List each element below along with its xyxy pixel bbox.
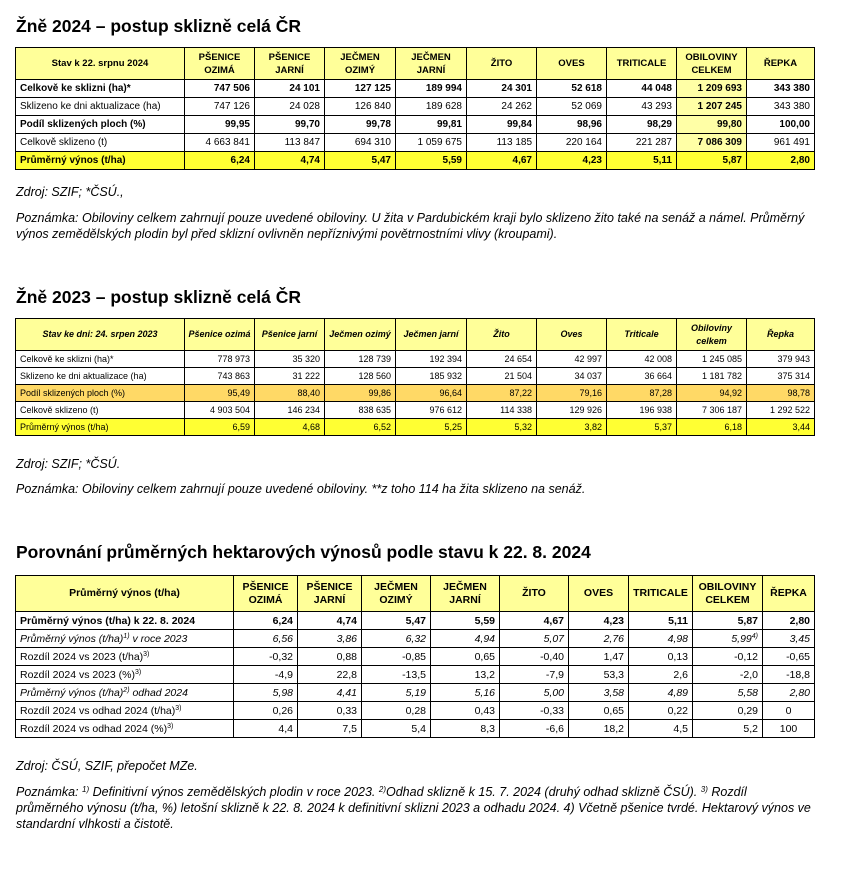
table-cell: 87,28 — [607, 385, 677, 402]
table-row — [16, 702, 815, 720]
header-cell: Ječmen ozimý — [325, 319, 396, 351]
table-cell: 5,87 — [677, 152, 747, 170]
header-cell: Pšenice jarní — [255, 319, 325, 351]
harvest-2023-table — [15, 318, 815, 436]
table-cell: 5,32 — [467, 419, 537, 436]
header-cell: JEČMEN JARNÍ — [431, 576, 500, 612]
table-cell: 5,07 — [500, 630, 569, 648]
table-cell: 0,28 — [362, 702, 431, 720]
table-cell: 88,40 — [255, 385, 325, 402]
table-cell: 5,4 — [362, 720, 431, 738]
header-cell: Průměrný výnos (t/ha) — [16, 576, 234, 612]
table-cell: 22,8 — [298, 666, 362, 684]
row-label-text: Rozdíl 2024 vs odhad 2024 (%) — [20, 722, 168, 735]
table-cell: 4,23 — [569, 612, 629, 630]
table-row — [16, 116, 815, 134]
row-label-text: Rozdíl 2024 vs odhad 2024 (t/ha) — [20, 704, 176, 717]
table-cell: 694 310 — [325, 134, 396, 152]
table-cell: 128 739 — [325, 351, 396, 368]
header-cell: Žito — [467, 319, 537, 351]
table-cell: 747 126 — [185, 98, 255, 116]
source-2023: Zdroj: SZIF; *ČSÚ. — [16, 457, 121, 471]
footnote-marker: 2) — [378, 785, 386, 794]
header-cell: OBILOVINY CELKEM — [677, 48, 747, 80]
row-label-suffix: odhad 2024 — [129, 686, 188, 699]
table-row — [16, 630, 815, 648]
header-cell: ŘEPKA — [763, 576, 815, 612]
header-cell: Ječmen jarní — [396, 319, 467, 351]
note-text: Odhad sklizně k 15. 7. 2024 (druhý odhad sklizně ČSÚ). — [386, 785, 701, 799]
row-label: Podíl sklizených ploch (%) — [16, 385, 185, 402]
note-text: Definitivní výnos zemědělských plodin v roce 2023. — [89, 785, 379, 799]
table-cell: 6,32 — [362, 630, 431, 648]
table-cell: 5,47 — [325, 152, 396, 170]
header-cell: ŽITO — [500, 576, 569, 612]
table-cell: 98,78 — [747, 385, 815, 402]
table-cell: 5,58 — [693, 684, 763, 702]
footnote-marker: 4) — [751, 632, 758, 640]
note-2023: Poznámka: Obiloviny celkem zahrnují pouze uvedené obiloviny. **z toho 114 ha žita sklizeno na senáž. — [16, 482, 586, 496]
table-cell: -0,33 — [500, 702, 569, 720]
table-cell: 127 125 — [325, 80, 396, 98]
row-label: Celkově sklizeno (t) — [16, 134, 185, 152]
footnote-marker: 3) — [134, 668, 142, 676]
row-label — [16, 720, 234, 738]
table-cell: 53,3 — [569, 666, 629, 684]
note-text: Poznámka: — [16, 785, 83, 799]
table-cell: 99,80 — [677, 116, 747, 134]
table-cell: 5,00 — [500, 684, 569, 702]
source-2024: Zdroj: SZIF; *ČSÚ., — [16, 185, 124, 199]
header-cell: Řepka — [747, 319, 815, 351]
table-cell: 185 932 — [396, 368, 467, 385]
table-cell: 99,78 — [325, 116, 396, 134]
table-cell: 95,49 — [185, 385, 255, 402]
table-row — [16, 720, 815, 738]
table-cell: 743 863 — [185, 368, 255, 385]
table-cell: 343 380 — [747, 80, 815, 98]
table-cell: 0,43 — [431, 702, 500, 720]
yield-comparison-table — [15, 575, 815, 738]
table-cell: 0,29 — [693, 702, 763, 720]
table-cell: 2,80 — [747, 152, 815, 170]
header-cell: OBILOVINY CELKEM — [693, 576, 763, 612]
row-label-text: Průměrný výnos (t/ha) — [20, 686, 124, 699]
table-cell: 52 069 — [537, 98, 607, 116]
row-label: Průměrný výnos (t/ha) — [16, 419, 185, 436]
header-cell: Stav k 22. srpnu 2024 — [16, 48, 185, 80]
row-label — [16, 648, 234, 666]
table-cell: 6,18 — [677, 419, 747, 436]
footnote-marker: 1) — [123, 632, 130, 640]
header-cell: PŠENICE OZIMÁ — [234, 576, 298, 612]
table-cell: 189 994 — [396, 80, 467, 98]
table-row — [16, 98, 815, 116]
header-cell: Obiloviny celkem — [677, 319, 747, 351]
table-cell: 379 943 — [747, 351, 815, 368]
table-row — [16, 80, 815, 98]
table-cell: 87,22 — [467, 385, 537, 402]
table-cell: 44 048 — [607, 80, 677, 98]
table-cell: 94,92 — [677, 385, 747, 402]
cell-value: 5,99 — [731, 632, 752, 645]
table-row — [16, 612, 815, 630]
row-label — [16, 666, 234, 684]
table-cell: 4,4 — [234, 720, 298, 738]
row-label-text: Rozdíl 2024 vs 2023 (t/ha) — [20, 650, 144, 663]
table-cell: 1,47 — [569, 648, 629, 666]
header-cell: PŠENICE OZIMÁ — [185, 48, 255, 80]
table-cell: 129 926 — [537, 402, 607, 419]
table-cell: 3,44 — [747, 419, 815, 436]
header-cell: ŽITO — [467, 48, 537, 80]
table-cell: 5,98 — [234, 684, 298, 702]
comparison-title: Porovnání průměrných hektarových výnosů podle stavu k 22. 8. 2024 — [16, 542, 591, 562]
table-cell: 146 234 — [255, 402, 325, 419]
table-cell: 114 338 — [467, 402, 537, 419]
footnote-marker: 3) — [143, 650, 150, 658]
table-row — [16, 648, 815, 666]
footnote-marker: 3) — [175, 704, 182, 712]
table-row — [16, 666, 815, 684]
note-2024: Poznámka: Obiloviny celkem zahrnují pouze uvedené obiloviny. U žita v Pardubickém kraji bylo sklizeno žito také na senáž a námel. Průměrný výnos zemědělských plodin byl před sklizní ovlivněn nepříznivými povětrnostními vlivy (kroupami). — [16, 211, 805, 241]
table-cell: 35 320 — [255, 351, 325, 368]
row-label: Celkově ke sklizni (ha)* — [16, 351, 185, 368]
table-cell: 5,16 — [431, 684, 500, 702]
table-cell: 4,5 — [629, 720, 693, 738]
section-2024-title: Žně 2024 – postup sklizně celá ČR — [16, 16, 301, 36]
row-label-text: Průměrný výnos (t/ha) — [20, 632, 124, 645]
table-cell: 24 654 — [467, 351, 537, 368]
row-label: Průměrný výnos (t/ha) k 22. 8. 2024 — [16, 612, 234, 630]
table-header-row — [16, 576, 815, 612]
table-cell: 0,33 — [298, 702, 362, 720]
table-cell: 4,89 — [629, 684, 693, 702]
header-cell: OVES — [537, 48, 607, 80]
table-cell: 42 008 — [607, 351, 677, 368]
note-text: Rozdíl průměrného výnosu (t/ha, %) letošní sklizně k 22. 8. 2024 k definitivní sklizni 2023 a odhadu 2024. 4) Včetně pšenice tvrdé. Hektarový výnos ve standardní vlhkosti a čistotě. — [16, 785, 811, 831]
table-cell: 221 287 — [607, 134, 677, 152]
table-cell: 0,65 — [569, 702, 629, 720]
table-cell: -6,6 — [500, 720, 569, 738]
row-label: Celkově sklizeno (t) — [16, 402, 185, 419]
table-cell: -0,40 — [500, 648, 569, 666]
table-cell: 7 086 309 — [677, 134, 747, 152]
table-row — [16, 351, 815, 368]
table-cell: 43 293 — [607, 98, 677, 116]
table-row — [16, 385, 815, 402]
row-label: Sklizeno ke dni aktualizace (ha) — [16, 98, 185, 116]
footnote-marker: 1) — [82, 785, 90, 794]
table-row — [16, 368, 815, 385]
table-cell: 3,86 — [298, 630, 362, 648]
table-row — [16, 152, 815, 170]
table-cell: 6,24 — [234, 612, 298, 630]
table-cell: 113 185 — [467, 134, 537, 152]
table-cell: 838 635 — [325, 402, 396, 419]
section-2023-title: Žně 2023 – postup sklizně celá ČR — [16, 287, 301, 307]
table-cell: 4,41 — [298, 684, 362, 702]
footnote-marker: 3) — [700, 785, 708, 794]
table-cell: 5,37 — [607, 419, 677, 436]
header-cell: TRITICALE — [607, 48, 677, 80]
table-cell: 3,58 — [569, 684, 629, 702]
table-cell: 100,00 — [747, 116, 815, 134]
table-cell: 5,59 — [396, 152, 467, 170]
table-cell: 36 664 — [607, 368, 677, 385]
table-cell: 99,84 — [467, 116, 537, 134]
table-cell: 4,94 — [431, 630, 500, 648]
table-cell: 1 292 522 — [747, 402, 815, 419]
table-cell: 4,68 — [255, 419, 325, 436]
table-cell: 6,59 — [185, 419, 255, 436]
table-cell: 0,22 — [629, 702, 693, 720]
table-cell: 98,29 — [607, 116, 677, 134]
row-label — [16, 630, 234, 648]
table-cell: 5,25 — [396, 419, 467, 436]
table-cell: 4 903 504 — [185, 402, 255, 419]
table-cell: -13,5 — [362, 666, 431, 684]
table-cell: -0,85 — [362, 648, 431, 666]
table-cell: 4,23 — [537, 152, 607, 170]
table-cell: 31 222 — [255, 368, 325, 385]
table-cell: 6,24 — [185, 152, 255, 170]
table-cell: 126 840 — [325, 98, 396, 116]
table-cell: 34 037 — [537, 368, 607, 385]
table-cell: 0,88 — [298, 648, 362, 666]
table-cell: 778 973 — [185, 351, 255, 368]
table-cell: -0,12 — [693, 648, 763, 666]
table-cell: 5,11 — [607, 152, 677, 170]
table-cell: 0,13 — [629, 648, 693, 666]
table-cell: 961 491 — [747, 134, 815, 152]
table-cell: 196 938 — [607, 402, 677, 419]
row-label-text: Rozdíl 2024 vs 2023 (%) — [20, 668, 135, 681]
source-comparison: Zdroj: ČSÚ, SZIF, přepočet MZe. — [16, 759, 198, 773]
table-cell: 99,86 — [325, 385, 396, 402]
table-cell: -4,9 — [234, 666, 298, 684]
header-cell: Oves — [537, 319, 607, 351]
table-cell: 7 306 187 — [677, 402, 747, 419]
table-cell: 0 — [763, 702, 815, 720]
table-cell: 21 504 — [467, 368, 537, 385]
header-cell: PŠENICE JARNÍ — [298, 576, 362, 612]
table-cell: 4,67 — [467, 152, 537, 170]
table-header-row — [16, 319, 815, 351]
row-label: Celkově ke sklizni (ha)* — [16, 80, 185, 98]
table-cell: 2,80 — [763, 684, 815, 702]
table-cell: 3,82 — [537, 419, 607, 436]
table-cell: 6,56 — [234, 630, 298, 648]
table-cell: 24 262 — [467, 98, 537, 116]
table-cell: 1 059 675 — [396, 134, 467, 152]
table-cell: 4 663 841 — [185, 134, 255, 152]
row-label — [16, 684, 234, 702]
row-label: Průměrný výnos (t/ha) — [16, 152, 185, 170]
table-cell: 1 209 693 — [677, 80, 747, 98]
table-cell: 98,96 — [537, 116, 607, 134]
table-cell: 2,80 — [763, 612, 815, 630]
table-cell: 79,16 — [537, 385, 607, 402]
table-cell: 189 628 — [396, 98, 467, 116]
table-cell: 1 181 782 — [677, 368, 747, 385]
row-label: Podíl sklizených ploch (%) — [16, 116, 185, 134]
table-cell: 24 101 — [255, 80, 325, 98]
table-row — [16, 134, 815, 152]
table-cell: 1 207 245 — [677, 98, 747, 116]
table-cell: -2,0 — [693, 666, 763, 684]
table-cell: 5,11 — [629, 612, 693, 630]
table-cell: 24 301 — [467, 80, 537, 98]
table-cell: 8,3 — [431, 720, 500, 738]
table-cell: 96,64 — [396, 385, 467, 402]
table-cell: 5,47 — [362, 612, 431, 630]
table-cell — [693, 630, 763, 648]
table-cell: 6,52 — [325, 419, 396, 436]
table-cell: 5,19 — [362, 684, 431, 702]
table-row — [16, 419, 815, 436]
header-cell: ŘEPKA — [747, 48, 815, 80]
table-cell: -18,8 — [763, 666, 815, 684]
header-cell: TRITICALE — [629, 576, 693, 612]
table-cell: 100 — [763, 720, 815, 738]
table-cell: 4,74 — [255, 152, 325, 170]
header-cell: Triticale — [607, 319, 677, 351]
row-label: Sklizeno ke dni aktualizace (ha) — [16, 368, 185, 385]
footnote-marker: 2) — [123, 686, 130, 694]
table-cell: 0,26 — [234, 702, 298, 720]
table-cell: 1 245 085 — [677, 351, 747, 368]
table-cell: 42 997 — [537, 351, 607, 368]
table-cell: 24 028 — [255, 98, 325, 116]
table-cell: 3,45 — [763, 630, 815, 648]
row-label — [16, 702, 234, 720]
table-cell: 99,70 — [255, 116, 325, 134]
row-label-suffix: v roce 2023 — [129, 632, 188, 645]
header-cell: Stav ke dni: 24. srpen 2023 — [16, 319, 185, 351]
table-cell: 99,81 — [396, 116, 467, 134]
header-cell: JEČMEN OZIMÝ — [362, 576, 431, 612]
table-cell: 2,76 — [569, 630, 629, 648]
header-cell: Pšenice ozimá — [185, 319, 255, 351]
table-cell: -7,9 — [500, 666, 569, 684]
table-cell: -0,32 — [234, 648, 298, 666]
table-cell: 128 560 — [325, 368, 396, 385]
table-cell: 375 314 — [747, 368, 815, 385]
footnote-marker: 3) — [167, 722, 174, 730]
harvest-2024-table — [15, 47, 815, 170]
table-cell: 5,59 — [431, 612, 500, 630]
table-cell: 5,2 — [693, 720, 763, 738]
table-cell: 0,65 — [431, 648, 500, 666]
table-cell: 13,2 — [431, 666, 500, 684]
table-cell: 113 847 — [255, 134, 325, 152]
header-cell: PŠENICE JARNÍ — [255, 48, 325, 80]
table-cell: 7,5 — [298, 720, 362, 738]
table-header-row — [16, 48, 815, 80]
note-comparison — [16, 784, 816, 832]
table-cell: 976 612 — [396, 402, 467, 419]
table-cell: 18,2 — [569, 720, 629, 738]
table-cell: 4,74 — [298, 612, 362, 630]
table-cell: 4,98 — [629, 630, 693, 648]
table-cell: 192 394 — [396, 351, 467, 368]
table-cell: 4,67 — [500, 612, 569, 630]
table-cell: 343 380 — [747, 98, 815, 116]
header-cell: OVES — [569, 576, 629, 612]
header-cell: JEČMEN JARNÍ — [396, 48, 467, 80]
table-cell: 99,95 — [185, 116, 255, 134]
table-cell: 220 164 — [537, 134, 607, 152]
table-cell: 2,6 — [629, 666, 693, 684]
table-row — [16, 402, 815, 419]
header-cell: JEČMEN OZIMÝ — [325, 48, 396, 80]
table-cell: -0,65 — [763, 648, 815, 666]
table-cell: 5,87 — [693, 612, 763, 630]
table-row — [16, 684, 815, 702]
table-cell: 52 618 — [537, 80, 607, 98]
table-cell: 747 506 — [185, 80, 255, 98]
